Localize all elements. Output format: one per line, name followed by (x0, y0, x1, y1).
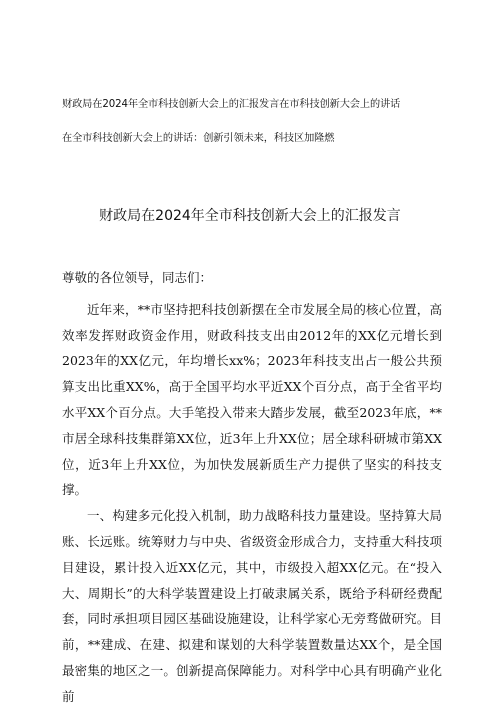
document-title: 财政局在2024年全市科技创新大会上的汇报发言 (99, 208, 401, 224)
paragraph-intro: 近年来，**市坚持把科技创新摆在全市发展全局的核心位置，高效率发挥财政资金作用，财政科技支出由2012年的XX亿元增长到2023年的XX亿元，年均增长xx%；2023年科技支出占一般公共预算支出比重XX%，高于全国平均水平近XX个百分点，高于全省平均水平XX个百分点。大手笔投入带来大踏步发展，截至2023年底，**市居全球科技集群第XX位，近3年上升XX位；居全球科研城市第XX位，近3年上升XX位，为加快发展新质生产力提供了坚实的科技支撑。 (62, 301, 442, 498)
header-title-line: 财政局在2024年全市科技创新大会上的汇报发言在市科技创新大会上的讲话 (62, 99, 401, 110)
header-subtitle-line: 在全市科技创新大会上的讲话：创新引领未来，科技区加隆燃 (62, 133, 335, 144)
paragraph-section-one: 一、构建多元化投入机制，助力战略科技力量建设。坚持算大局账、长远账。统筹财力与中央、省级资金形成合力，支持重大科技项目建设，累计投入近XX亿元，其中，市级投入超XX亿元。在“投入大、周期长”的大科学装置建设上打破隶属关系，既给予科研经费配套，同时承担项目园区基础设施建设，让科学家心无旁骛做研究。目前，**建成、在建、拟建和谋划的大科学装置数量达XX个，是全国最密集的地区之一。创新提高保障能力。对科学中心具有明确产业化前 (62, 508, 442, 704)
document-body (62, 265, 442, 710)
salutation: 尊敬的各位领导，同志们： (62, 270, 213, 285)
